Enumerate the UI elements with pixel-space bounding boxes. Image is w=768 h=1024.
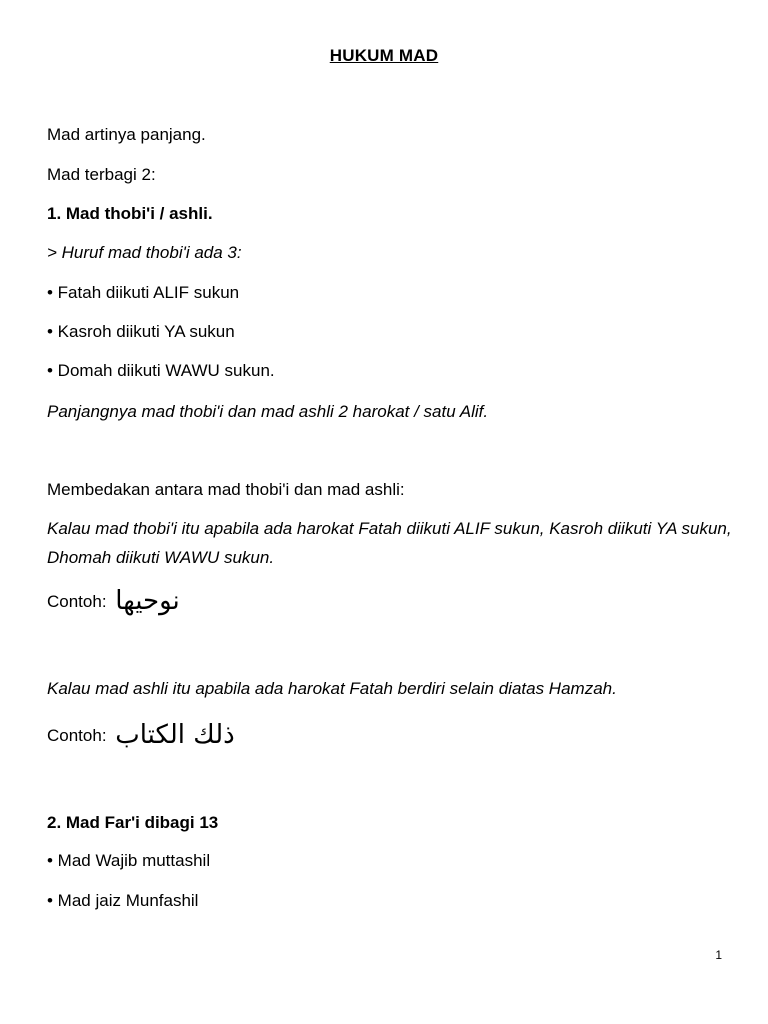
arabic-example: نوحيها [115,586,180,616]
length-note: Panjangnya mad thobi'i dan mad ashli 2 harokat / satu Alif. [47,402,489,421]
example-label: Contoh: [47,726,107,745]
ashli-example [47,720,235,750]
section1-heading: 1. Mad thobi'i / ashli. [47,204,213,223]
thobii-explanation: Kalau mad thobi'i itu apabila ada harokat Fatah diikuti ALIF sukun, Kasroh diikuti YA sukun, Dhomah diikuti WAWU sukun. [47,519,732,567]
page-number: 1 [715,948,722,962]
list-item: • Mad jaiz Munfashil [47,891,199,910]
list-item: • Fatah diikuti ALIF sukun [47,283,240,302]
thobii-example [47,586,180,616]
definition-text: Mad artinya panjang. [47,125,206,144]
arabic-example: ذلك الكتاب [115,720,235,750]
section1-subheading: > Huruf mad thobi'i ada 3: [47,243,242,262]
page-title: HUKUM MAD [329,46,439,65]
division-text: Mad terbagi 2: [47,165,156,184]
ashli-explanation: Kalau mad ashli itu apabila ada harokat Fatah berdiri selain diatas Hamzah. [47,679,617,698]
difference-heading: Membedakan antara mad thobi'i dan mad ashli: [47,480,405,499]
list-item: • Kasroh diikuti YA sukun [47,322,235,341]
list-item: • Mad Wajib muttashil [47,851,211,870]
list-item: • Domah diikuti WAWU sukun. [47,361,275,380]
example-label: Contoh: [47,592,107,611]
section2-heading: 2. Mad Far'i dibagi 13 [47,813,219,832]
